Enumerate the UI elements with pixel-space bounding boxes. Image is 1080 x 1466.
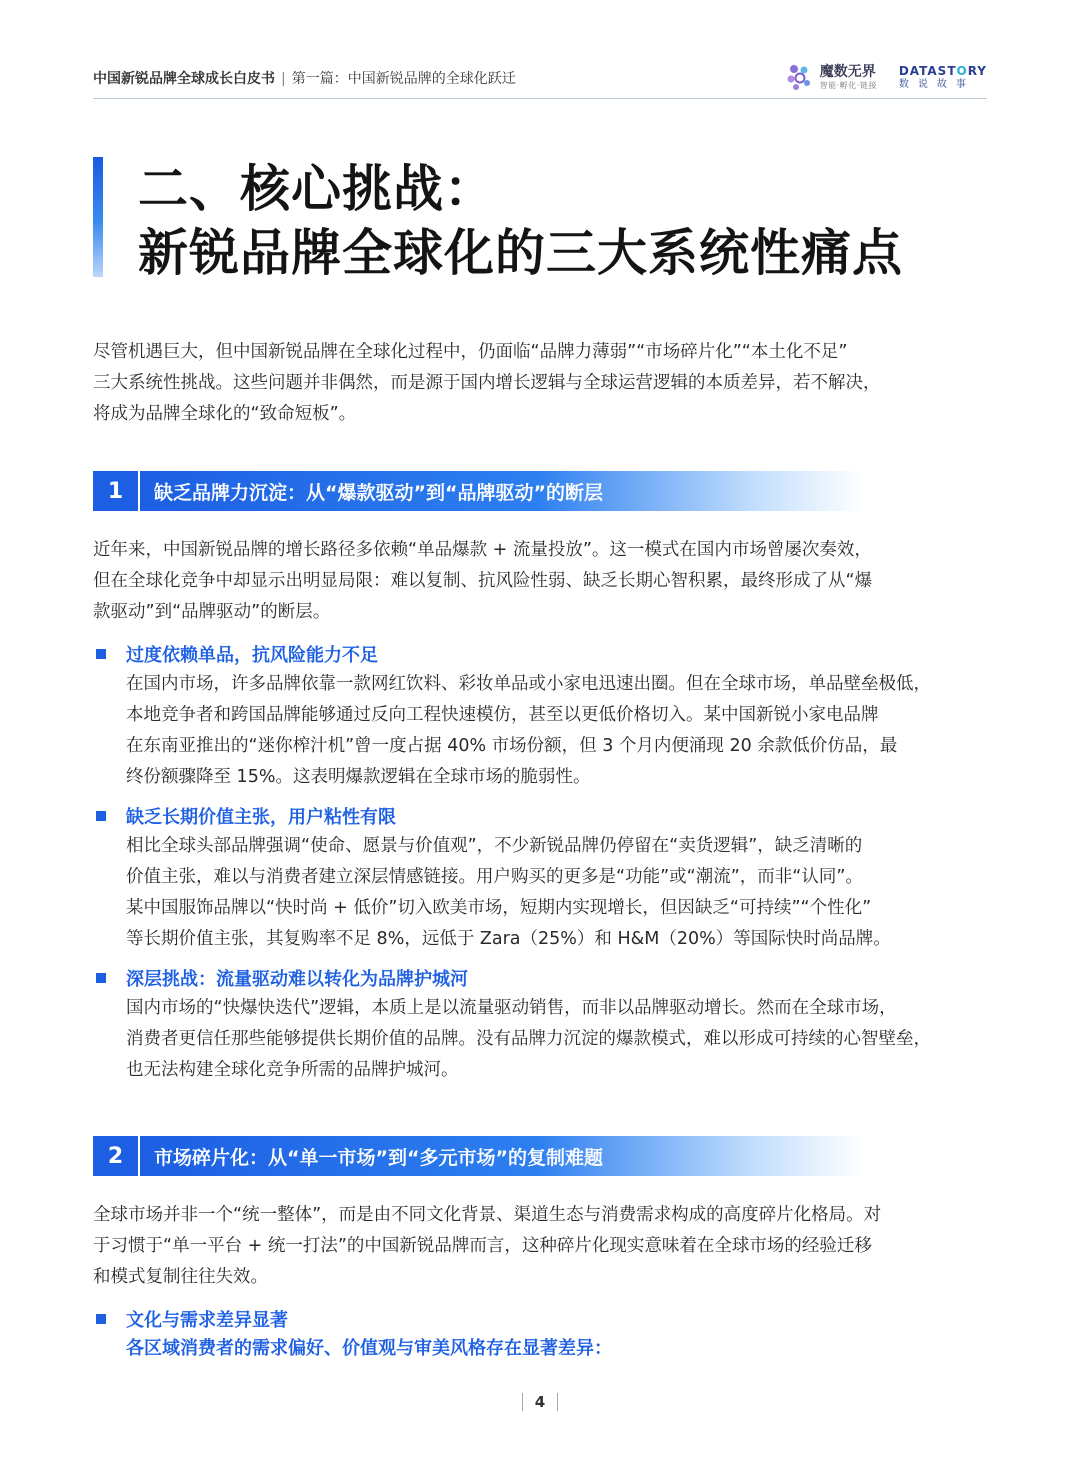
bullet-subtitle: 各区域消费者的需求偏好、价值观与审美风格存在显著差异： [126,1338,612,1359]
section-title: 市场碎片化：从“单一市场”到“多元市场”的复制难题 [154,1146,603,1169]
body-line: 在国内市场，许多品牌依靠一款网红饮料、彩妆单品或小家电迅速出圈。但在全球市场，单品壁垒极低， [126,674,931,694]
datastory-wordmark [899,64,987,78]
page-title [138,157,903,285]
intro-line: 三大系统性挑战。这些问题并非偶然，而是源于国内增长逻辑与全球运营逻辑的本质差异，若不解决， [93,373,881,393]
header-title [93,68,516,88]
bullet-body [126,831,987,955]
body-line: 等长期价值主张，其复购率不足 8%，远低于 Zara（25%）和 H&M（20%）等国际快时尚品牌。 [126,929,891,949]
bullet-title: 缺乏长期价值主张，用户粘性有限 [126,807,396,828]
title-line-2: 新锐品牌全球化的三大系统性痛点 [138,224,903,282]
paragraph-line: 和模式复制往往失效。 [93,1267,268,1287]
bullet-square-icon [96,811,106,821]
report-title: 中国新锐品牌全球成长白皮书 [93,71,275,87]
bullet-title: 过度依赖单品，抗风险能力不足 [126,645,378,666]
header-divider [93,98,987,99]
section-number: 2 [93,1136,138,1176]
section-heading-1 [93,471,863,511]
body-line: 本地竞争者和跨国品牌能够通过反向工程快速模仿，甚至以更低价格切入。某中国新锐小家电品牌 [126,705,879,725]
bullet-item [93,801,987,955]
bullet-body [126,669,987,793]
paragraph-line: 全球市场并非一个“统一整体”，而是由不同文化背景、渠道生态与消费需求构成的高度碎片化格局。对 [93,1205,882,1225]
section-band [140,471,863,511]
body-line: 消费者更信任那些能够提供长期价值的品牌。没有品牌力沉淀的爆款模式，难以形成可持续的心智壁垒， [126,1029,931,1049]
footer-bar-left [522,1393,523,1411]
bullet-title: 深层挑战：流量驱动难以转化为品牌护城河 [126,969,468,990]
datastory-sub: 数说故事 [898,78,975,90]
section-title: 缺乏品牌力沉淀：从“爆款驱动”到“品牌驱动”的断层 [154,481,603,504]
body-line: 在东南亚推出的“迷你榨汁机”曾一度占据 40% 市场份额，但 3 个月内便涌现 20 余款低价仿品，最 [126,736,898,756]
footer-bar-right [557,1393,558,1411]
page-footer [0,1390,1080,1414]
datastory-prefix: DATAST [898,63,957,78]
logo-cn-main: 魔数无界 [819,63,876,80]
intro-paragraph [93,337,987,430]
intro-line: 尽管机遇巨大，但中国新锐品牌在全球化过程中，仍面临“品牌力薄弱”“市场碎片化”“本土化不足” [93,342,848,362]
bullet-item [93,1304,987,1364]
section1-paragraph [93,535,987,628]
bullet-square-icon [96,973,106,983]
logo-cn-sub: 智能·孵化·链接 [819,80,877,90]
page-number: 4 [534,1393,546,1411]
bullet-square-icon [96,1314,106,1324]
mofang-logo-icon [784,62,814,92]
section-number: 1 [93,471,138,511]
datastory-logo [899,64,987,91]
paragraph-line: 于习惯于“单一平台 + 统一打法”的中国新锐品牌而言，这种碎片化现实意味着在全球市场的经验迁移 [93,1236,872,1256]
title-accent-bar [93,157,103,277]
page-header [93,58,987,100]
bullet-item [93,963,987,1086]
title-line-1: 二、核心挑战： [138,160,495,218]
bullet-square-icon [96,649,106,659]
paragraph-line: 近年来，中国新锐品牌的增长路径多依赖“单品爆款 + 流量投放”。这一模式在国内市场曾屡次奏效， [93,540,872,560]
bullet-title: 文化与需求差异显著 [126,1310,288,1331]
intro-line: 将成为品牌全球化的“致命短板”。 [93,404,357,424]
body-line: 终份额骤降至 15%。这表明爆款逻辑在全球市场的脆弱性。 [126,767,591,787]
bullet-item [93,639,987,793]
body-line: 也无法构建全球化竞争所需的品牌护城河。 [126,1060,459,1080]
logo-cn [820,64,877,91]
datastory-suffix: RY [967,63,987,78]
section2-paragraph [93,1200,987,1293]
body-line: 某中国服饰品牌以“快时尚 + 低价”切入欧美市场，短期内实现增长，但因缺乏“可持续”“个性化” [126,898,872,918]
header-separator: | [281,71,286,87]
chapter-title: 第一篇：中国新锐品牌的全球化跃迁 [291,71,516,87]
body-line: 相比全球头部品牌强调“使命、愿景与价值观”，不少新锐品牌仍停留在“卖货逻辑”，缺乏清晰的 [126,836,863,856]
paragraph-line: 但在全球化竞争中却显示出明显局限：难以复制、抗风险性弱、缺乏长期心智积累，最终形成了从“爆 [93,571,873,591]
paragraph-line: 款驱动”到“品牌驱动”的断层。 [93,602,331,622]
body-line: 国内市场的“快爆快迭代”逻辑，本质上是以流量驱动销售，而非以品牌驱动增长。然而在全球市场， [126,998,897,1018]
section-heading-2 [93,1136,863,1176]
logo-group [784,60,987,94]
body-line: 价值主张，难以与消费者建立深层情感链接。用户购买的更多是“功能”或“潮流”，而非“认同”。 [126,867,863,887]
datastory-o: O [956,63,968,78]
bullet-body [126,993,987,1086]
section-band [140,1136,863,1176]
